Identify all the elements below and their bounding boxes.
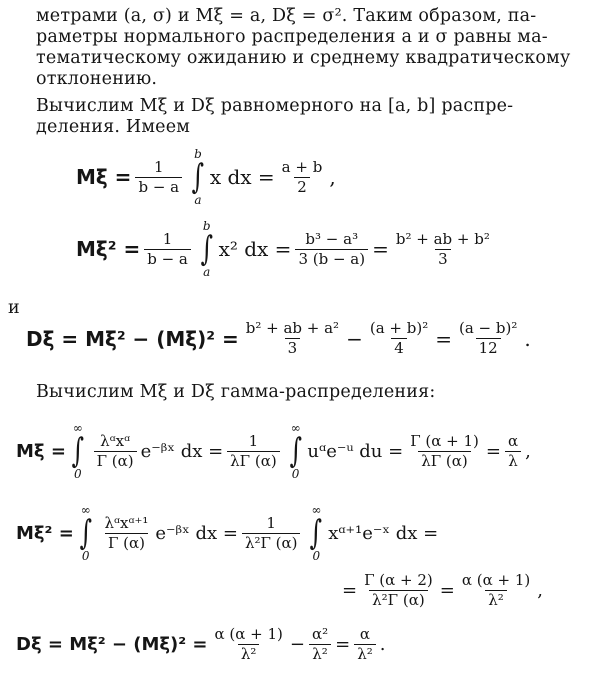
integrand: x² dx = [218,237,292,261]
fraction [505,433,521,470]
integral-sign: b ∫ a [200,219,213,279]
equation-second-moment-uniform [76,220,497,278]
fraction [354,626,376,663]
text-line: тематическому ожиданию и среднему квадратическому [36,48,571,68]
denominator: 12 [476,338,501,357]
punctuation: , [537,580,543,601]
integrand: xᵅ⁺¹e⁻ˣ dx = [328,522,439,544]
numerator: λᵅxᵅ [100,431,131,450]
punctuation: , [329,165,336,189]
numerator: α (α + 1) [461,571,531,589]
denominator: b − a [144,249,191,268]
exponential-term: e⁻ᵝˣ dx = [140,440,224,462]
upper-limit: ∞ [72,421,83,435]
numerator: (a − b)² [458,319,518,337]
denominator: 4 [391,338,407,357]
equals-sign: = [372,237,389,261]
eq-lhs: Mξ² = [16,522,74,544]
text-line: деления. Имеем [36,117,191,137]
lower-limit: a [194,193,202,207]
upper-limit: b [202,219,211,233]
fraction [407,433,482,470]
fraction [459,572,533,609]
numerator: (a + b)² [369,319,429,337]
fraction [242,515,301,552]
numerator: α (α + 1) [214,625,283,643]
eq-lhs: Mξ = [76,165,132,189]
upper-limit: b [194,147,202,161]
numerator: Γ (α + 2) [364,571,433,589]
text-line: и [8,298,20,318]
integral-sign: ∞ ∫ 0 [310,503,323,563]
denominator: 3 [285,338,301,357]
numerator: 1 [266,513,276,532]
numerator: a + b [281,157,323,176]
fraction [135,159,182,196]
fraction [279,159,326,196]
numerator: b² + ab + b² [395,229,490,248]
fraction [367,320,431,357]
upper-limit: ∞ [311,503,322,517]
equals-sign: = [439,580,455,601]
fraction [227,433,280,470]
numerator: 1 [162,229,173,248]
fraction [456,320,520,357]
exponential-term: e⁻ᵝˣ dx = [155,522,238,544]
equation-variance-gamma [16,626,385,663]
eq-lhs: Dξ = Mξ² − (Mξ)² = [16,634,208,655]
fraction [243,320,342,357]
upper-limit: ∞ [80,503,91,517]
punctuation: . [524,326,531,351]
upper-limit: ∞ [290,421,301,435]
denominator: λΓ (α) [227,451,280,470]
numerator: b² + ab + a² [245,319,340,337]
integral-sign: ∞ ∫ 0 [71,421,84,481]
numerator: α² [311,625,329,643]
integral-sign: ∞ ∫ 0 [289,421,302,481]
punctuation: , [525,440,531,462]
integral-sign: ∞ ∫ 0 [79,503,92,563]
fraction [295,231,368,268]
lower-limit: 0 [291,467,300,481]
fraction [144,231,191,268]
text-line: отклонению. [36,69,158,89]
text-line: метрами (a, σ) и Mξ = a, Dξ = σ². Таким образом, па- [36,6,537,26]
lower-limit: a [203,265,211,279]
numerator: λᵅxᵅ⁺¹ [104,513,149,532]
equals-sign: = [435,326,452,351]
paragraph-normal-params [36,6,571,90]
paragraph-uniform-intro [36,96,566,138]
numerator: 1 [154,157,164,176]
fraction [361,572,436,609]
denominator: Γ (α) [94,451,137,470]
denominator: 3 [435,249,451,268]
fraction [94,433,137,470]
numerator: Γ (α + 1) [410,431,479,450]
numerator: 1 [248,431,259,450]
equation-mean-gamma [16,422,531,480]
denominator: λ² [354,644,376,663]
denominator: 2 [294,177,310,196]
text-line: Вычислим Mξ и Dξ гамма-распределения: [36,382,436,402]
fraction [309,626,331,663]
lower-limit: 0 [73,467,82,481]
eq-lhs: Mξ = [16,440,66,462]
equation-second-moment-gamma-cont [342,572,543,609]
equals-sign: = [485,440,501,462]
numerator: α [359,625,371,643]
equation-variance-uniform [26,320,531,357]
lower-limit: 0 [312,549,321,563]
paragraph-gamma-intro [36,382,566,403]
denominator: b − a [135,177,182,196]
text-line: раметры нормального распределения a и σ равны ма- [36,27,548,47]
lower-limit: 0 [81,549,90,563]
text-line: Вычислим Mξ и Dξ равномерного на [a, b] распре- [36,96,514,116]
equals-sign: = [342,580,358,601]
numerator: α [507,431,519,450]
denominator: λ² [238,644,260,663]
eq-lhs: Dξ = Mξ² − (Mξ)² = [26,326,239,351]
conjunction-and [8,298,48,319]
fraction [393,231,493,268]
denominator: λΓ (α) [418,451,471,470]
denominator: Γ (α) [105,533,148,552]
equals-sign: = [335,634,351,655]
integrand: x dx = [209,165,275,189]
fraction [102,515,152,552]
minus-sign: − [289,634,305,655]
denominator: 3 (b − a) [295,249,368,268]
punctuation: . [379,634,386,655]
equation-mean-uniform [76,148,336,206]
numerator: b³ − a³ [305,229,359,248]
fraction [211,626,285,663]
minus-sign: − [346,326,363,351]
denominator: λ [505,451,521,470]
integrand: uᵅe⁻ᵘ du = [307,440,404,462]
equation-second-moment-gamma [16,504,438,562]
integral-sign: b ∫ a [191,147,205,207]
denominator: λ² [485,590,507,609]
denominator: λ² [309,644,331,663]
denominator: λ²Γ (α) [369,590,428,609]
denominator: λ²Γ (α) [242,533,301,552]
eq-lhs: Mξ² = [76,237,141,261]
